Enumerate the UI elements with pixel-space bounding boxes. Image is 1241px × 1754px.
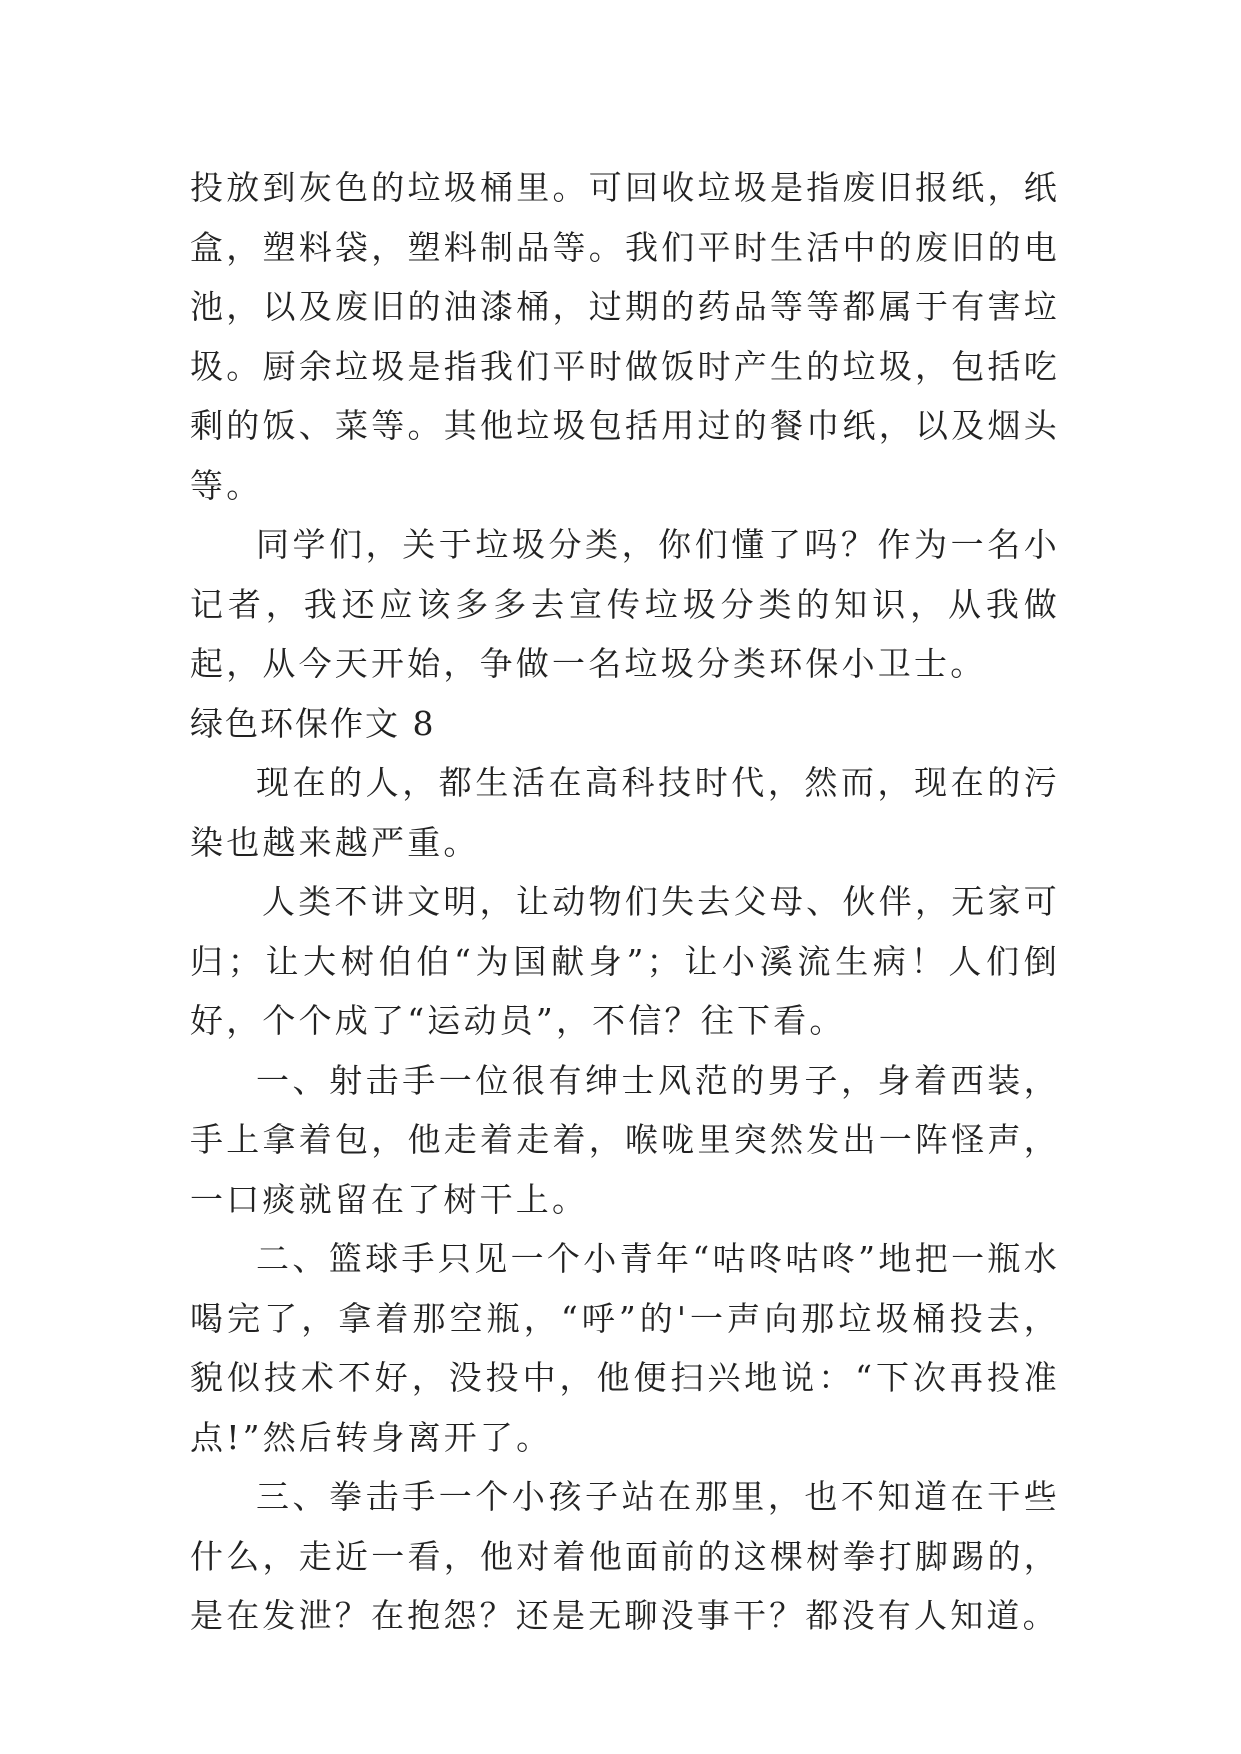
essay-paragraph-intro: 现在的人，都生活在高科技时代，然而，现在的污染也越来越严重。 [190, 763, 1060, 862]
essay-paragraph-boxer: 三、拳击手一个小孩子站在那里，也不知道在干些什么，走近一看，他对着他面前的这棵树拳打脚踢的，是在发泄？在抱怨？还是无聊没事干？都没有人知道。 [190, 1477, 1060, 1635]
essay-paragraph-humans: 人类不讲文明，让动物们失去父母、伙伴，无家可归；让大树伯伯“为国献身”；让小溪流生病！人们倒好，个个成了“运动员”，不信？往下看。 [190, 882, 1060, 1040]
essay-heading: 绿色环保作文 8 [190, 703, 436, 743]
essay-paragraph-basketball: 二、篮球手只见一个小青年“咕咚咕咚”地把一瓶水喝完了，拿着那空瓶，“呼”的'一声向那垃圾桶投去，貌似技术不好，没投中，他便扫兴地说：“下次再投准点!”然后转身离开了。 [190, 1239, 1060, 1457]
paragraph-conclusion: 同学们，关于垃圾分类，你们懂了吗？作为一名小记者，我还应该多多去宣传垃圾分类的知识，从我做起，从今天开始，争做一名垃圾分类环保小卫士。 [190, 525, 1060, 683]
essay-paragraph-shooter: 一、射击手一位很有绅士风范的男子，身着西装，手上拿着包，他走着走着，喉咙里突然发出一阵怪声，一口痰就留在了树干上。 [190, 1060, 1060, 1219]
document-body [190, 158, 1060, 1646]
paragraph-garbage-types: 投放到灰色的垃圾桶里。可回收垃圾是指废旧报纸，纸盒，塑料袋，塑料制品等。我们平时生活中的废旧的电池，以及废旧的油漆桶，过期的药品等等都属于有害垃圾。厨余垃圾是指我们平时做饭时产生的垃圾，包括吃剩的饭、菜等。其他垃圾包括用过的餐巾纸，以及烟头等。 [190, 168, 1060, 505]
